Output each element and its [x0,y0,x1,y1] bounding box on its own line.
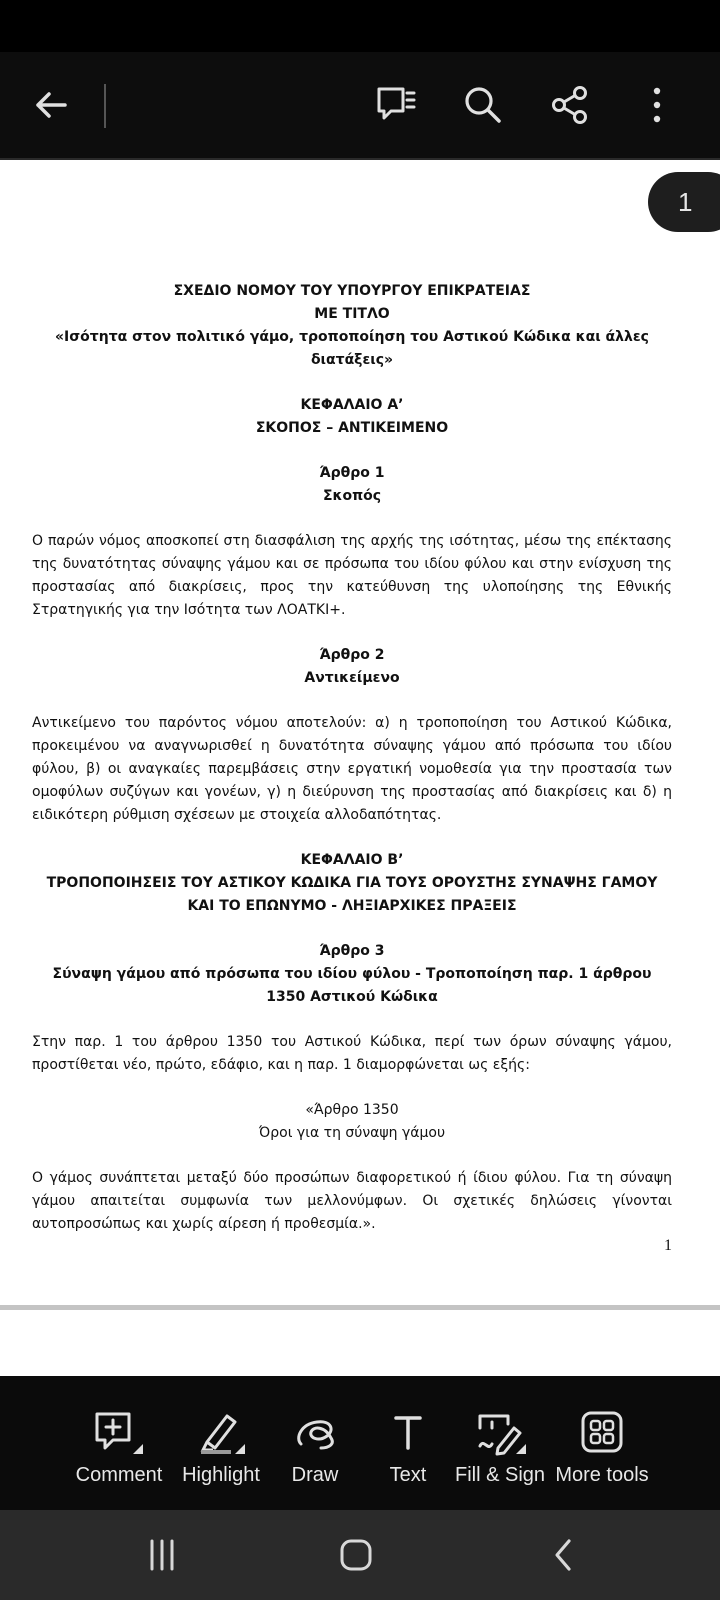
more-tools-button[interactable] [552,1408,652,1487]
quote-heading: «Άρθρο 1350 [305,1102,399,1118]
tool-label: Fill & Sign [454,1464,546,1486]
home-button[interactable] [326,1532,386,1578]
more-options-button[interactable] [632,80,682,130]
highlighter-icon [193,1408,249,1456]
comment-add-icon [91,1408,147,1456]
article-1-heading: Άρθρο 1 [319,465,385,481]
doc-title-line3: «Ισότητα στον πολιτικό γάμο, τροποποίηση του Αστικού Κώδικα και άλλες διατάξεις» [55,329,649,368]
article-1-title: Σκοπός [322,488,382,504]
comments-list-button[interactable] [372,80,422,130]
tool-label: Text [389,1464,427,1486]
system-back-button[interactable] [534,1532,594,1578]
arrow-left-icon [31,85,71,125]
doc-title-line1: ΣΧΕΔΙΟ ΝΟΜΟΥ ΤΟΥ ΥΠΟΥΡΓΟΥ ΕΠΙΚΡΑΤΕΙΑΣ [173,283,531,299]
chapter-b-title: ΤΡΟΠΟΠΟΙΗΣΕΙΣ ΤΟΥ ΑΣΤΙΚΟΥ ΚΩΔΙΚΑ ΓΙΑ ΤΟΥΣ ΟΡΟΥΣΤΗΣ ΣΥΝΑΨΗΣ ΓΑΜΟΥ ΚΑΙ ΤΟ ΕΠΩΝΥΜΟ - ΛΗΞΙΑΡΧΙΚΕΣ ΠΡΑΞΕΙΣ [46,875,658,914]
article-3-title: Σύναψη γάμου από πρόσωπα του ιδίου φύλου - Τροποποίηση παρ. 1 άρθρου 1350 Αστικού Κώδικα [52,966,652,1005]
comment-tool[interactable] [74,1408,164,1487]
article-2-text: Αντικείμενο του παρόντος νόμου αποτελούν: α) η τροποποίηση του Αστικού Κώδικα, προκειμένου να αναγνωρισθεί η δυνατότητα σύναψης γάμου από πρόσωπα του ιδίου φύλου, β) οι αναγκαίες παρεμβάσεις στην εργατική νομοθεσία για την προστασία των ομοφύλων συζύγων και γονέων, γ) η διεύρυνση της προστασίας από διακρίσεις και δ) η ειδικότερη ρύθμιση σχέσεων με στοιχεία αλλοδαπότητας. [32,715,672,823]
grid-icon [580,1410,624,1454]
tool-label: More tools [555,1464,649,1486]
draw-tool[interactable] [270,1408,360,1487]
recents-icon [144,1537,180,1573]
document-viewer[interactable] [0,160,720,1375]
article-1-text: Ο παρών νόμος αποσκοπεί στη διασφάλιση της αρχής της ισότητας, μέσω της επέκτασης της δυνατότητας σύναψης γάμου και σε πρόσωπα του ιδίου φύλου και στην ενίσχυση της προστασίας από διακρίσεις, προς την κατεύθυνση της υλοποίησης της Εθνικής Στρατηγικής για την Ισότητα των ΛΟΑΤΚΙ+. [32,533,672,618]
fill-sign-tool[interactable] [452,1408,548,1487]
doc-title-line2: ΜΕ ΤΙΤΛΟ [314,306,390,322]
share-button[interactable] [545,80,595,130]
search-button[interactable] [458,80,508,130]
toolbar-divider [104,84,106,128]
fill-sign-icon [470,1408,530,1456]
text-tool[interactable] [368,1408,448,1487]
more-vertical-icon [647,85,667,125]
comment-list-icon [375,83,419,127]
share-icon [549,84,591,126]
draw-icon [291,1408,339,1456]
highlight-tool[interactable] [176,1408,266,1487]
recents-button[interactable] [132,1532,192,1578]
article-3-heading: Άρθρο 3 [319,943,385,959]
page-separator [0,1305,720,1310]
tool-label: Comment [75,1464,163,1486]
article-3-text: Στην παρ. 1 του άρθρου 1350 του Αστικού Κώδικα, περί των όρων σύναψης γάμου, προστίθεται νέο, πρώτο, εδάφιο, και η παρ. 1 διαμορφώνεται ως εξής: [32,1034,672,1073]
search-icon [462,84,504,126]
article-2-title: Αντικείμενο [304,670,400,686]
top-toolbar [0,52,720,160]
chapter-b-heading: ΚΕΦΑΛΑΙΟ Β’ [300,852,404,868]
bottom-toolbar [0,1376,720,1510]
chapter-a-heading: ΚΕΦΑΛΑΙΟ Α’ [300,397,404,413]
document-page [32,280,672,1236]
page-number: 1 [664,1237,672,1254]
system-nav-bar [0,1510,720,1600]
status-bar [0,0,720,52]
quote-text: Ο γάμος συνάπτεται μεταξύ δύο προσώπων διαφορετικού ή ίδιου φύλου. Για τη σύναψη γάμου απαιτείται συμφωνία των μελλονύμφων. Οι σχετικές δηλώσεις γίνονται αυτοπροσώπως και χωρίς αίρεση ή προθεσμία.». [32,1170,672,1232]
tool-label: Draw [291,1464,339,1486]
tool-label: Highlight [182,1464,260,1486]
nav-back-icon [549,1537,579,1573]
text-icon [388,1408,428,1456]
page-indicator: 1 [648,172,720,232]
home-icon [338,1537,374,1573]
chapter-a-title: ΣΚΟΠΟΣ – ΑΝΤΙΚΕΙΜΕΝΟ [255,420,449,436]
quote-title: Όροι για τη σύναψη γάμου [258,1125,446,1141]
back-button[interactable] [26,80,76,130]
article-2-heading: Άρθρο 2 [319,647,385,663]
